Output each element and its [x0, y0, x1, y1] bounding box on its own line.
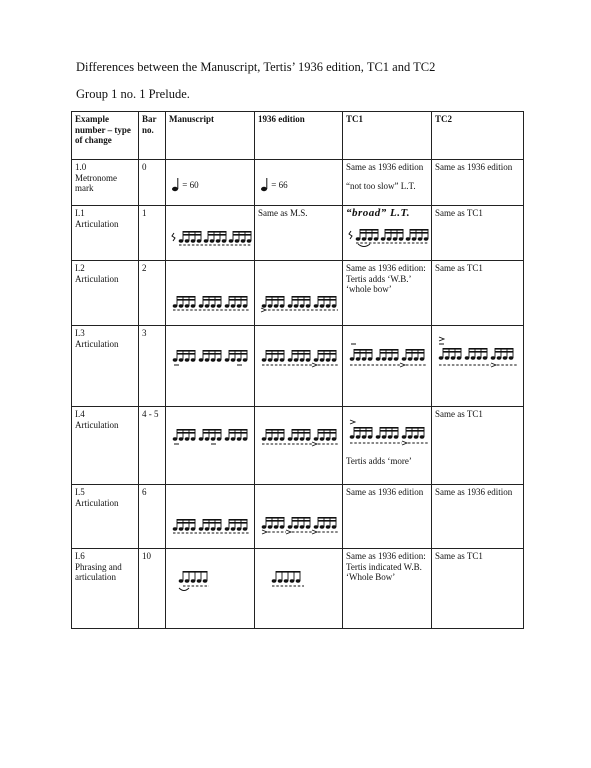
table-row [72, 485, 524, 549]
music-notation-icon [171, 227, 253, 249]
tc1-text: Same as 1936 edition [346, 162, 424, 172]
music-notation-icon [270, 569, 314, 595]
quarter-note-icon [172, 178, 180, 192]
header-tc2: TC2 [432, 112, 524, 160]
tc1-cell: Same as 1936 edition [343, 485, 432, 549]
music-notation-icon [177, 569, 221, 595]
tc2-cell: Same as 1936 edition [432, 160, 524, 206]
change-type: Articulation [75, 497, 119, 508]
header-manuscript: Manuscript [166, 112, 255, 160]
example-cell [72, 261, 139, 326]
bar-cell: 3 [139, 326, 166, 407]
tc2-cell: Same as TC1 [432, 261, 524, 326]
music-notation-icon [348, 342, 430, 370]
bar-cell: 10 [139, 549, 166, 629]
table-row [72, 206, 524, 261]
tc2-cell [432, 326, 524, 407]
bar-cell: 4 - 5 [139, 407, 166, 485]
change-type: Phrasing and articulation [75, 561, 122, 582]
tc1-cell: Same as 1936 edition: Tertis adds ‘W.B.’ ‘whole bow’ [343, 261, 432, 326]
quarter-note-icon [261, 178, 269, 192]
metronome-value: = 60 [182, 180, 199, 190]
header-example: Example number – type of change [72, 112, 139, 160]
bar-cell: 1 [139, 206, 166, 261]
table-row [72, 261, 524, 326]
tc2-cell: Same as TC1 [432, 549, 524, 629]
music-notation-icon [348, 419, 432, 449]
tc1-note: “not too slow” L.T. [346, 180, 416, 191]
tc2-cell: Same as TC1 [432, 407, 524, 485]
manuscript-cell [166, 261, 255, 326]
tc1-cell [343, 206, 432, 261]
example-number: I.5 [75, 487, 85, 497]
document-title: Differences between the Manuscript, Tertis’ 1936 edition, TC1 and TC2 [76, 60, 436, 74]
example-cell [72, 407, 139, 485]
table-row [72, 326, 524, 407]
tc1-cell [343, 326, 432, 407]
example-number: 1.0 [75, 162, 87, 172]
example-cell [72, 549, 139, 629]
edition-1936-cell [255, 549, 343, 629]
music-notation-icon [348, 225, 430, 249]
tc1-cell: Same as 1936 edition: Tertis indicated W.B. ‘Whole Bow’ [343, 549, 432, 629]
music-notation-icon [260, 515, 342, 537]
change-type: Articulation [75, 218, 119, 229]
music-notation-icon [171, 348, 253, 370]
manuscript-cell [166, 206, 255, 261]
bar-cell: 6 [139, 485, 166, 549]
manuscript-cell [166, 549, 255, 629]
edition-1936-cell [255, 261, 343, 326]
music-notation-icon [437, 336, 521, 370]
header-1936-edition: 1936 edition [255, 112, 343, 160]
tc1-cell [343, 160, 432, 206]
edition-1936-cell [255, 407, 343, 485]
music-notation-icon [260, 348, 342, 370]
example-number: I.2 [75, 263, 85, 273]
manuscript-cell [166, 326, 255, 407]
change-type: Articulation [75, 273, 119, 284]
table-row [72, 160, 524, 206]
tc2-cell: Same as 1936 edition [432, 485, 524, 549]
bar-cell: 2 [139, 261, 166, 326]
table-row [72, 549, 524, 629]
tc2-cell: Same as TC1 [432, 206, 524, 261]
header-bar: Bar no. [139, 112, 166, 160]
tc1-cell [343, 407, 432, 485]
edition-1936-cell [255, 326, 343, 407]
change-type: Articulation [75, 419, 119, 430]
music-notation-icon [171, 292, 253, 314]
tc1-note: Tertis adds ‘more’ [346, 456, 412, 466]
edition-1936-cell [255, 485, 343, 549]
handwritten-annotation: “broad” L.T. [346, 207, 410, 219]
example-number: I.4 [75, 409, 85, 419]
document-subtitle: Group 1 no. 1 Prelude. [76, 87, 190, 101]
edition-1936-cell [255, 160, 343, 206]
differences-table [71, 111, 524, 629]
manuscript-cell [166, 407, 255, 485]
example-cell [72, 485, 139, 549]
manuscript-cell [166, 160, 255, 206]
example-cell [72, 326, 139, 407]
example-cell [72, 160, 139, 206]
example-number: I.1 [75, 208, 85, 218]
change-type: Metronome mark [75, 172, 117, 193]
change-type: Articulation [75, 338, 119, 349]
music-notation-icon [171, 515, 253, 537]
example-cell [72, 206, 139, 261]
music-notation-icon [171, 427, 253, 449]
bar-cell: 0 [139, 160, 166, 206]
music-notation-icon [260, 292, 342, 314]
manuscript-cell [166, 485, 255, 549]
table-header-row [72, 112, 524, 160]
example-number: I.6 [75, 551, 85, 561]
edition-1936-cell: Same as M.S. [255, 206, 343, 261]
header-tc1: TC1 [343, 112, 432, 160]
music-notation-icon [260, 427, 342, 449]
example-number: I.3 [75, 328, 85, 338]
table-row [72, 407, 524, 485]
metronome-value: = 66 [271, 180, 288, 190]
